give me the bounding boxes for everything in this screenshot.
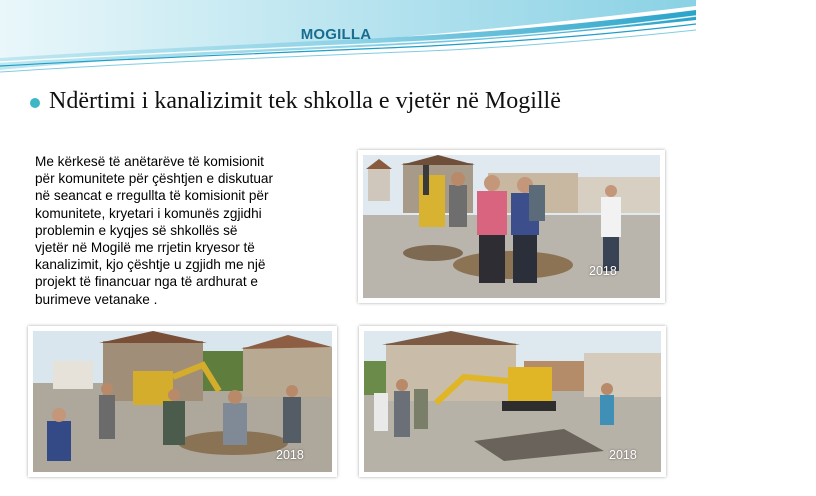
photo-year-label: 2018	[609, 448, 637, 462]
body-line: komunitete, kryetari i komunës zgjidhi	[35, 205, 262, 221]
body-line: kanalizimit, kjo çështje u zgjidh me një	[35, 257, 266, 273]
photo-excavator-street	[359, 326, 666, 477]
body-line: projekt të financuar nga të ardhurat e	[35, 274, 258, 290]
canvas-margin	[696, 0, 816, 496]
body-paragraph	[35, 153, 340, 308]
slide-heading: Ndërtimi i kanalizimit tek shkolla e vjetër në Mogillë	[49, 88, 561, 114]
body-line: problemin e kyqjes së shkollës së	[35, 222, 238, 238]
photo-excavation-group	[358, 150, 665, 303]
photo-year-label: 2018	[589, 264, 617, 278]
slide-header-title: MOGILLA	[300, 26, 372, 43]
photo-year-label: 2018	[276, 448, 304, 462]
bullet-icon	[30, 98, 40, 108]
body-line: në seancat e rregullta të komisionit për	[35, 188, 269, 204]
body-line: burimeve vetanake .	[35, 291, 158, 307]
body-line: Me kërkesë të anëtarëve të komisionit	[35, 154, 264, 169]
heading-bullet-row	[30, 88, 561, 115]
body-line: vjetër në Mogilë me rrjetin kryesor të	[35, 240, 255, 256]
body-line: për komunitete për çështjen e diskutuar	[35, 171, 274, 187]
photo-excavator-workers	[28, 326, 337, 477]
